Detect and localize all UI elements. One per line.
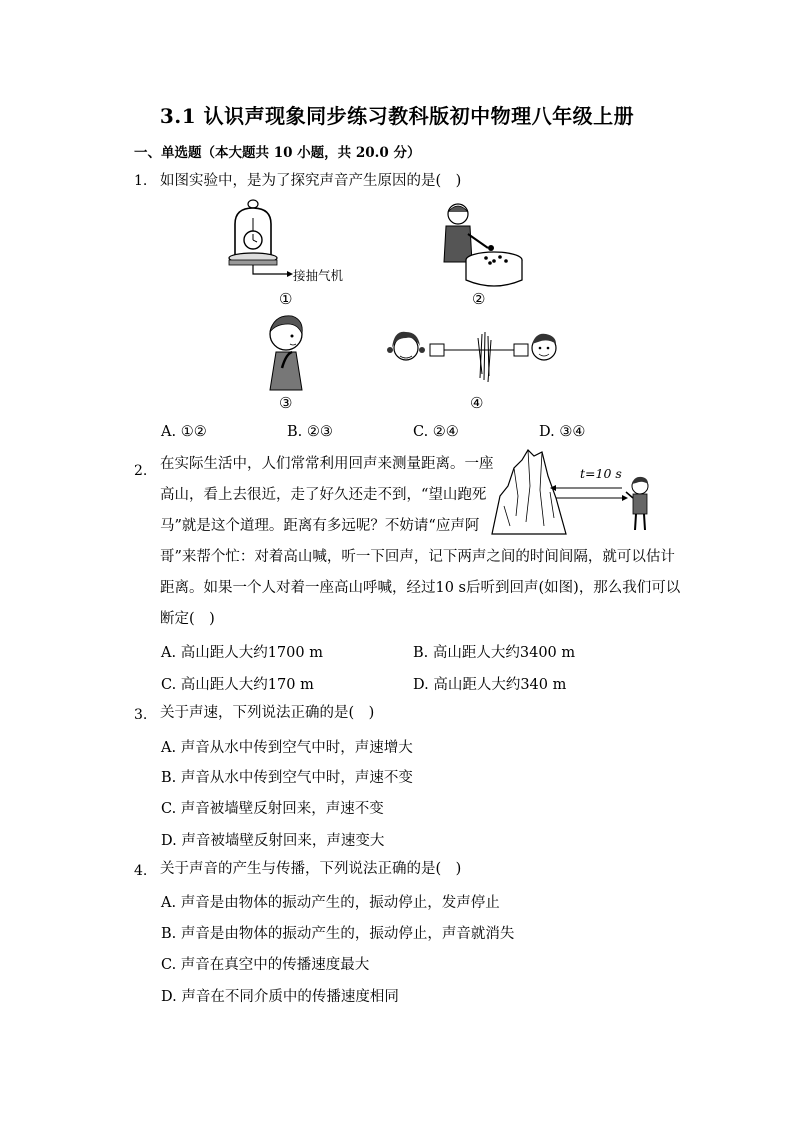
question-2-option-a[interactable]: A. 高山距人大约1700 m <box>161 645 323 661</box>
question-4-option-a[interactable]: A. 声音是由物体的振动产生的，振动停止，发声停止 <box>161 895 500 911</box>
question-4-text: 关于声音的产生与传播，下列说法正确的是( ) <box>160 861 462 877</box>
figure-caption-1: ① <box>279 290 293 308</box>
string-telephone-figure <box>388 326 568 388</box>
drum-figure <box>436 200 526 288</box>
time-label: t=10 s <box>580 466 622 481</box>
question-1-option-b[interactable]: B. ②③ <box>287 424 333 440</box>
question-3-number: 3. <box>134 707 148 723</box>
question-2-option-b[interactable]: B. 高山距人大约3400 m <box>413 645 576 661</box>
question-2-option-c[interactable]: C. 高山距人大约170 m <box>161 677 314 693</box>
question-1-option-d[interactable]: D. ③④ <box>539 424 586 440</box>
page-title: 3.1 认识声现象同步练习教科版初中物理八年级上册 <box>159 104 635 128</box>
question-3-text: 关于声速，下列说法正确的是( ) <box>160 705 375 721</box>
question-4-option-c[interactable]: C. 声音在真空中的传播速度最大 <box>161 957 370 973</box>
question-2-line-3: 马”就是这个道理。距离有多远呢？不妨请“应声阿 <box>160 518 480 534</box>
question-4-number: 4. <box>134 863 148 879</box>
question-1-number: 1. <box>134 173 148 189</box>
figure-caption-4: ④ <box>470 394 484 412</box>
question-1-option-a[interactable]: A. ①② <box>161 424 207 440</box>
question-2-line-2: 高山，看上去很近，走了好久还走不到，“望山跑死 <box>160 487 487 503</box>
figure-caption-2: ② <box>472 290 486 308</box>
question-2-number: 2. <box>134 463 148 479</box>
mountain-echo-figure <box>490 446 660 536</box>
question-3-option-d[interactable]: D. 声音被墙壁反射回来，声速变大 <box>161 833 385 849</box>
question-2-line-4: 哥”来帮个忙：对着高山喊，听一下回声，记下两声之间的时间间隔，就可以估计 <box>160 549 675 565</box>
question-2-line-5: 距离。如果一个人对着一座高山呼喊，经过10 s后听到回声(如图)，那么我们可以 <box>160 580 681 596</box>
question-2-option-d[interactable]: D. 高山距人大约340 m <box>413 677 567 693</box>
question-1-option-c[interactable]: C. ②④ <box>413 424 459 440</box>
pump-label: 接抽气机 <box>293 268 344 283</box>
question-3-option-b[interactable]: B. 声音从水中传到空气中时，声速不变 <box>161 770 413 786</box>
section-heading: 一、单选题（本大题共 10 小题，共 20.0 分） <box>134 145 421 161</box>
throat-figure <box>262 312 312 392</box>
question-4-option-b[interactable]: B. 声音是由物体的振动产生的，振动停止，声音就消失 <box>161 926 515 942</box>
question-3-option-c[interactable]: C. 声音被墙壁反射回来，声速不变 <box>161 801 384 817</box>
question-3-option-a[interactable]: A. 声音从水中传到空气中时，声速增大 <box>161 740 413 756</box>
figure-caption-3: ③ <box>279 394 293 412</box>
question-4-option-d[interactable]: D. 声音在不同介质中的传播速度相同 <box>161 989 399 1005</box>
question-1-text: 如图实验中，是为了探究声音产生原因的是( ) <box>160 173 462 189</box>
question-2-line-6: 断定( ) <box>160 611 215 627</box>
question-2-line-1: 在实际生活中，人们常常利用回声来测量距离。一座 <box>160 456 494 472</box>
